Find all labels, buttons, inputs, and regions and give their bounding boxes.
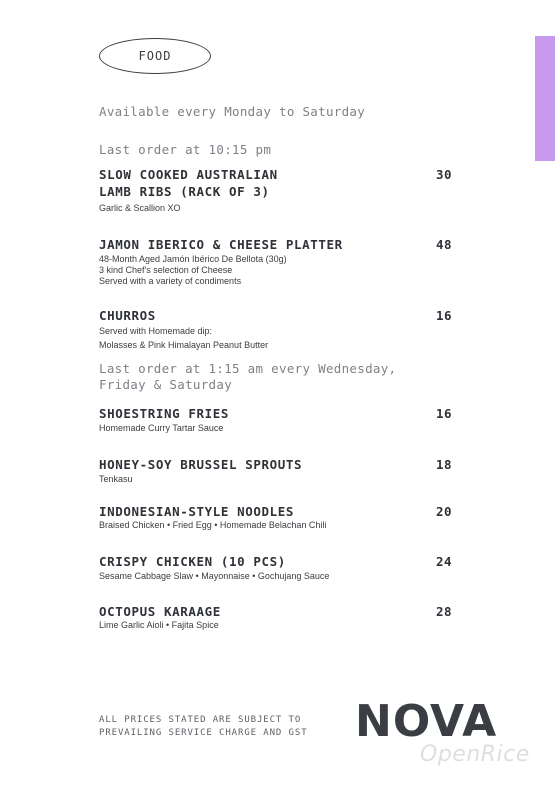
menu-item-price: 30 <box>436 167 453 182</box>
menu-item-price: 18 <box>436 457 453 472</box>
menu-item-title: CRISPY CHICKEN (10 PCS) <box>99 554 286 569</box>
menu-item-description: Homemade Curry Tartar Sauce <box>99 423 224 433</box>
menu-item-description: Tenkasu <box>99 474 133 484</box>
menu-item-title: SLOW COOKED AUSTRALIAN LAMB RIBS (RACK OF 3) <box>99 167 278 199</box>
nova-logo: NOVA <box>355 696 498 747</box>
menu-item-price: 16 <box>436 406 453 421</box>
menu-item-title: HONEY-SOY BRUSSEL SPROUTS <box>99 457 303 472</box>
menu-item-description: Garlic & Scallion XO <box>99 203 181 213</box>
menu-item-title: JAMON IBERICO & CHEESE PLATTER <box>99 237 343 252</box>
price-disclaimer: ALL PRICES STATED ARE SUBJECT TO PREVAILING SERVICE CHARGE AND GST <box>99 715 308 738</box>
menu-item-title: OCTOPUS KARAAGE <box>99 604 221 619</box>
menu-item-price: 24 <box>436 554 453 569</box>
openrice-watermark: OpenRice <box>420 742 530 767</box>
availability-note: Available every Monday to Saturday <box>99 104 366 119</box>
menu-item-price: 20 <box>436 504 453 519</box>
section-label-food: FOOD <box>99 38 211 74</box>
accent-bar <box>535 36 555 161</box>
menu-item-description: Braised Chicken • Fried Egg • Homemade Belachan Chili <box>99 520 327 530</box>
menu-item-description: Lime Garlic Aioli • Fajita Spice <box>99 620 219 630</box>
menu-item-title: SHOESTRING FRIES <box>99 406 230 421</box>
last-order-note: Last order at 10:15 pm <box>99 142 272 157</box>
menu-item-title: INDONESIAN-STYLE NOODLES <box>99 504 295 519</box>
menu-item-description: Sesame Cabbage Slaw • Mayonnaise • Gochujang Sauce <box>99 571 330 581</box>
menu-item-description: Served with Homemade dip: Molasses & Pink Himalayan Peanut Butter <box>99 326 269 350</box>
menu-item-price: 16 <box>436 308 453 323</box>
menu-item-price: 48 <box>436 237 453 252</box>
late-order-note: Last order at 1:15 am every Wednesday, Friday & Saturday <box>99 361 397 392</box>
menu-item-description: 48-Month Aged Jamón Ibérico De Bellota (30g) 3 kind Chef's selection of Cheese Served with a variety of condiments <box>99 254 287 286</box>
menu-item-title: CHURROS <box>99 308 156 323</box>
menu-item-price: 28 <box>436 604 453 619</box>
